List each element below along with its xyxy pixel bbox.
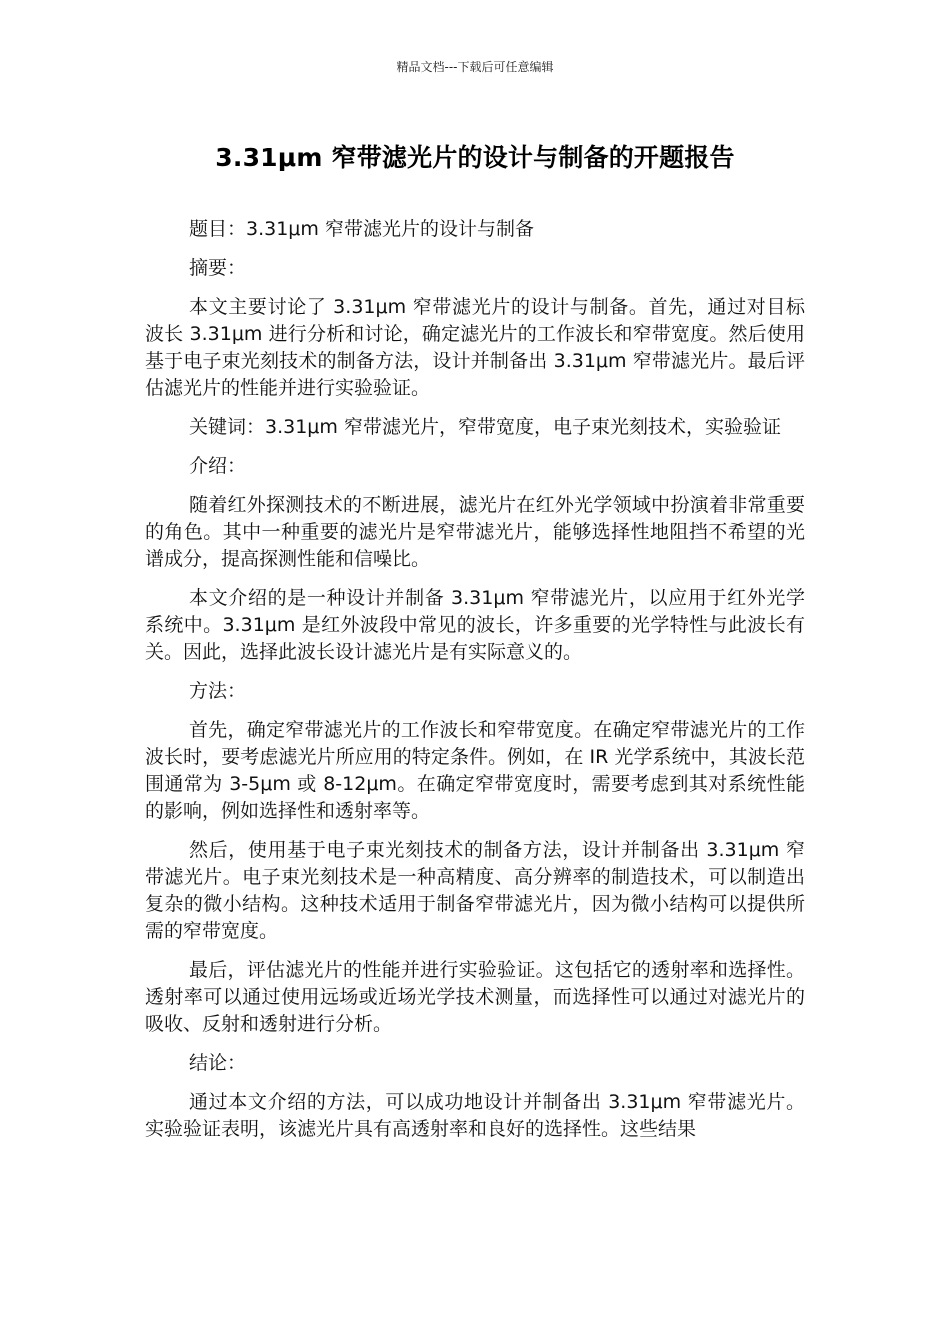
conclusion-heading: 结论： [189, 1052, 247, 1074]
introduction-heading: 介绍： [189, 455, 247, 477]
topic-line: 题目：3.31μm 窄带滤光片的设计与制备 [189, 218, 534, 240]
method-paragraph: 最后，评估滤光片的性能并进行实验验证。这包括它的透射率和选择性。透射率可以通过使用远场或近场光学技术测量，而选择性可以通过对滤光片的吸收、反射和透射进行分析。 [145, 959, 805, 1035]
introduction-paragraph: 本文介绍的是一种设计并制备 3.31μm 窄带滤光片，以应用于红外光学系统中。3.31μm 是红外波段中常见的波长，许多重要的光学特性与此波长有关。因此，选择此波长设计滤光片是有实际意义的。 [145, 587, 805, 663]
method-paragraph: 首先，确定窄带滤光片的工作波长和窄带宽度。在确定窄带滤光片的工作波长时，要考虑滤光片所应用的特定条件。例如，在 IR 光学系统中，其波长范围通常为 3-5μm 或 8-12μm。在确定窄带宽度时，需要考虑到其对系统性能的影响，例如选择性和透射率等。 [145, 719, 805, 822]
abstract-paragraph: 本文主要讨论了 3.31μm 窄带滤光片的设计与制备。首先，通过对目标波长 3.31μm 进行分析和讨论，确定滤光片的工作波长和窄带宽度。然后使用基于电子束光刻技术的制备方法，设计并制备出 3.31μm 窄带滤光片。最后评估滤光片的性能并进行实验验证。 [145, 296, 805, 399]
document-title: 3.31μm 窄带滤光片的设计与制备的开题报告 [215, 143, 735, 172]
keywords-paragraph: 关键词：3.31μm 窄带滤光片，窄带宽度，电子束光刻技术，实验验证 [189, 416, 781, 438]
document-body [145, 216, 805, 1155]
abstract-heading: 摘要： [189, 257, 247, 279]
page-header-note: 精品文档---下载后可任意编辑 [396, 60, 554, 74]
introduction-paragraph: 随着红外探测技术的不断进展，滤光片在红外光学领域中扮演着非常重要的角色。其中一种重要的滤光片是窄带滤光片，能够选择性地阻挡不希望的光谱成分，提高探测性能和信噪比。 [145, 494, 805, 570]
conclusion-paragraph: 通过本文介绍的方法，可以成功地设计并制备出 3.31μm 窄带滤光片。实验验证表明，该滤光片具有高透射率和良好的选择性。这些结果 [145, 1091, 805, 1140]
method-paragraph: 然后，使用基于电子束光刻技术的制备方法，设计并制备出 3.31μm 窄带滤光片。电子束光刻技术是一种高精度、高分辨率的制造技术，可以制造出复杂的微小结构。这种技术适用于制备窄带滤光片，因为微小结构可以提供所需的窄带宽度。 [145, 839, 805, 942]
method-heading: 方法： [189, 680, 247, 702]
